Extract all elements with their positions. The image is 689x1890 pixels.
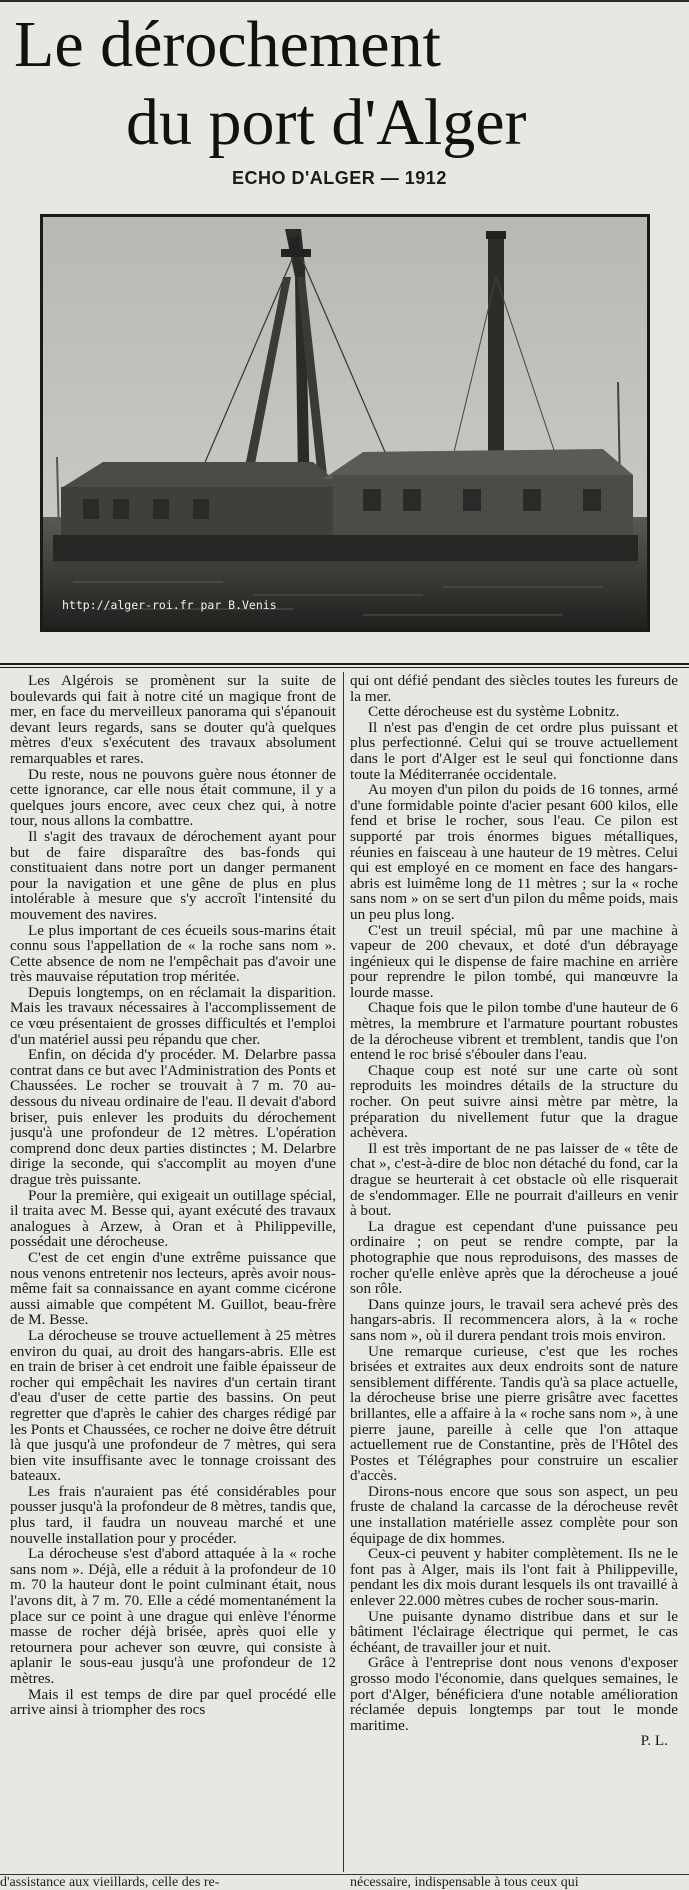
- article-photo: [40, 214, 650, 632]
- bottom-divider: [0, 1874, 689, 1875]
- column-divider: [343, 672, 344, 1872]
- headline-line-2: du port d'Alger: [126, 86, 527, 159]
- dredge-photo-illustration: [43, 217, 647, 629]
- paragraph: La dérocheuse s'est d'abord attaquée à la « roche sans nom ». Déjà, elle a réduit à la profondeur de 10 m. 70 la hauteur dont le point culminant était, nous l'avons dit, à 7 m. 70. Elle a cédé momentanément la place sur ce point à une drague qui enlève l'énorme masse de rocher déjà brisée, après quoi elle y retournera pour achever son œuvre, qui consiste à aplanir le sous-eau jusqu'à une profondeur de 12 mètres.: [10, 1545, 336, 1687]
- top-border: [0, 0, 689, 2]
- section-divider-thin: [0, 667, 689, 668]
- headline-line-1: Le dérochement: [14, 8, 441, 81]
- paragraph: Chaque coup est noté sur une carte où sont reproduits les moindres détails de la structure du rocher. On peut suivre ainsi mètre par mètre, la préparation du nivellement futur que la drague achèvera.: [350, 1061, 678, 1142]
- paragraph: Dirons-nous encore que sous son aspect, un peu fruste de chaland la carcasse de la dérocheuse revêt une installation matérielle assez complète pour son équipage de dix hommes.: [350, 1482, 678, 1547]
- paragraph: Pour la première, qui exigeait un outillage spécial, il traita avec M. Besse qui, ayant exécuté des travaux analogues à Arzew, à Oran et à Philippeville, possédait une dérocheuse.: [10, 1186, 336, 1251]
- paragraph: C'est un treuil spécial, mû par une machine à vapeur de 200 chevaux, et doté d'un débrayage ingénieux qui le dispense de faire machine en arrière pour reprendre le pilon tombé, qui manœuvre la lourde masse.: [350, 921, 678, 1001]
- next-article-fragment-right: nécessaire, indispensable à tous ceux qui: [350, 1876, 579, 1890]
- paragraph: La dérocheuse se trouve actuellement à 25 mètres environ du quai, au droit des hangars-abris. Elle est en train de briser à cet endroit une faible épaisseur de rocher qui empêchait les navires d'un certain tirant d'eau d'user de cette partie des bassins. On peut regretter que d'après le cahier des charges rédigé par les Ponts et Chaussées, ce rocher ne doive être détruit là que jusqu'à une profondeur de 7 mètres, qui sera bien vite insuffisante avec le tonnage croissant des bateaux.: [10, 1326, 336, 1485]
- paragraph: Il est très important de ne pas laisser de « tête de chat », c'est-à-dire de bloc non détaché du fond, car la drague se heurterait à cet obstacle où elle risquerait de s'endommager. Elle ne pourrait d'ailleurs en venir à bout.: [350, 1139, 678, 1220]
- next-article-fragment-left: d'assistance aux vieillards, celle des re-: [0, 1876, 220, 1890]
- paragraph: Au moyen d'un pilon du poids de 16 tonnes, armé d'une formidable pointe d'acier pesant 600 kilos, elle fend et brise le rocher, sous l'eau. Ce pilon est supporté par trois énormes bigues métalliques, réunies en faisceau à une hauteur de 19 mètres. Celui qui est employé en ce moment en face des hangars-abris est luimême long de 11 mètres ; sur la « roche sans nom » on se sert d'un pilon du même poids, mais un peu plus long.: [350, 781, 678, 923]
- paragraph: Mais il est temps de dire par quel procédé elle arrive ainsi à triompher des rocs: [10, 1685, 336, 1719]
- paragraph: Une remarque curieuse, c'est que les roches brisées et extraites aux deux endroits sont de nature sensiblement différente. Tandis qu'à sa place actuelle, la dérocheuse brise une pierre grisâtre avec facettes brillantes, elle a affaire à la « roche sans nom », à une pierre jaune, pareille à celle que l'on attaque actuellement rue de Constantine, près de l'Hôtel des Postes et Télégraphes pour construire un escalier d'accès.: [350, 1342, 678, 1485]
- section-divider: [0, 663, 689, 665]
- paragraph: Enfin, on décida d'y procéder. M. Delarbre passa contrat dans ce but avec l'Administration des Ponts et Chaussées. Le rocher se trouvait à 7 m. 70 au-dessous du niveau ordinaire de l'eau. Il devait d'abord briser, puis enlever les produits du dérochement jusqu'à une profondeur de 12 mètres. L'opération comprend donc deux parties distinctes ; M. Delarbre dirige la seconde, qui s'accomplit au moyen d'une drague très puissante.: [10, 1046, 336, 1188]
- paragraph: Il n'est pas d'engin de cet ordre plus puissant et plus perfectionné. Celui qui se trouve actuellement dans le port d'Alger est le seul qui fonctionne dans toute la Méditerranée occidentale.: [350, 718, 678, 783]
- paragraph: Une puisante dynamo distribue dans et sur le bâtiment l'éclairage électrique qui permet, le cas échéant, de travailler jour et nuit.: [350, 1607, 678, 1656]
- paragraph: La drague est cependant d'une puissance peu ordinaire ; on peut se rendre compte, par la photographie que nous reproduisons, des masses de rocher qu'elle enlève après que la dérocheuse a joué son rôle.: [350, 1217, 678, 1298]
- author-signature: P. L.: [640, 1732, 668, 1750]
- paragraph: Ceux-ci peuvent y habiter complètement. Ils ne le font pas à Alger, mais ils l'ont fait à Philippeville, pendant les dix mois durant lesquels ils ont travaillé à enlever 22.000 mètres cubes de rocher sous-marin.: [350, 1545, 678, 1610]
- photo-watermark: http://alger-roi.fr par B.Venis: [62, 598, 277, 612]
- paragraph: Depuis longtemps, on en réclamait la disparition. Mais les travaux nécessaires à l'accomplissement de ce vœu présentaient de grosses difficultés et l'emploi d'un matériel aussi peu répandu que cher.: [10, 983, 336, 1048]
- paragraph: qui ont défié pendant des siècles toutes les fureurs de la mer.: [350, 673, 678, 705]
- paragraph: Cette dérocheuse est du système Lobnitz.: [368, 703, 620, 721]
- paragraph: Grâce à l'entreprise dont nous venons d'exposer grosso modo l'économie, dans quelques semaines, le port d'Alger, bénéficiera d'une notable amélioration réclamée depuis longtemps par tout le monde maritime.: [350, 1654, 678, 1734]
- paragraph: Il s'agit des travaux de dérochement ayant pour but de faire disparaître des bas-fonds qui constituaient dans notre port un danger permanent pour la navigation et une gêne de plus en plus intolérable à mesure que s'y accroît l'intensité du mouvement des navires.: [10, 827, 336, 923]
- paragraph: Du reste, nous ne pouvons guère nous étonner de cette ignorance, car elle nous était commune, il y a quelques jours encore, avec ceux chez qui, à notre tour, nous allons la combattre.: [10, 765, 336, 830]
- article-column-right: [350, 673, 678, 1869]
- paragraph: Les frais n'auraient pas été considérables pour pousser jusqu'à la profondeur de 8 mètres, tandis que, plus tard, il faudra un nouveau marché et une nouvelle installation pour y procéder.: [10, 1482, 336, 1547]
- paragraph: Le plus important de ces écueils sous-marins était connu sous l'appellation de « la roche sans nom ». Cette absence de nom ne l'empêchait pas d'avoir une très mauvaise réputation trop méritée.: [10, 921, 336, 986]
- article-column-left: [10, 673, 336, 1869]
- paragraph: Les Algérois se promènent sur la suite de boulevards qui fait à notre cité un magique front de mer, en face du merveilleux panorama qui s'épanouit devant leurs regards, sans se douter qu'à quelques mètres d'eux s'exécutent des travaux absolument remarquables et rares.: [10, 673, 336, 767]
- source-caption: ECHO D'ALGER — 1912: [232, 168, 447, 188]
- paragraph: Chaque fois que le pilon tombe d'une hauteur de 6 mètres, la membrure et l'armature pourtant robustes de la dérocheuse vibrent et tremblent, tandis que l'on entend le roc brisé s'ébouler dans l'eau.: [350, 999, 678, 1064]
- paragraph: Dans quinze jours, le travail sera achevé près des hangars-abris. Il recommencera alors, à la « roche sans nom », où il durera pendant trois mois environ.: [350, 1295, 678, 1344]
- paragraph: C'est de cet engin d'une extrême puissance que nous venons entretenir nos lecteurs, après avoir nous-même fait sa connaissance en ayant comme cicérone aussi aimable que compétent M. Guillot, beau-frère de M. Besse.: [10, 1248, 336, 1329]
